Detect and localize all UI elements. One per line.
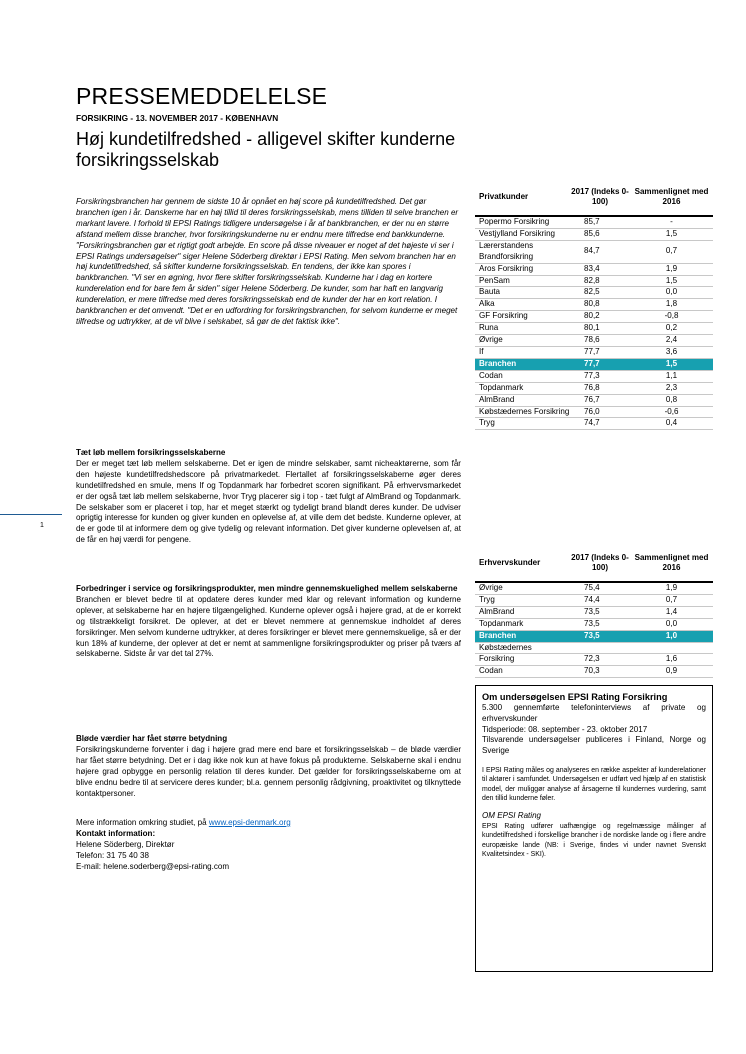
table-row	[475, 358, 713, 370]
row-value-2017: 77,7	[570, 358, 630, 370]
survey-info-box	[475, 685, 713, 972]
row-value-compare: 0,7	[630, 594, 713, 606]
row-value-compare: 1,9	[630, 263, 713, 275]
row-value-compare: 1,5	[630, 275, 713, 287]
epsi-website-link[interactable]: www.epsi-denmark.org	[208, 818, 291, 827]
row-name: Codan	[475, 666, 570, 678]
row-value-compare: 2,4	[630, 335, 713, 347]
table-row	[475, 240, 713, 263]
row-value-compare: 1,0	[630, 630, 713, 642]
row-value-compare: 1,9	[630, 582, 713, 594]
row-name: Bauta	[475, 287, 570, 299]
page-heading: PRESSEMEDDELELSE	[76, 83, 328, 109]
table-row	[475, 642, 713, 654]
section-body: Der er meget tæt løb mellem selskaberne. Det er igen de mindre selskaber, samt nicheaktørerne, som får den højeste kundetilfredshedscore på privatmarkedet. Flertallet af forsikringsselskaberne øger deres kundetilfredshed en smule, mens If og Topdanmark har forbedret scoren signifikant. På erhvervsmarkedet er der også tæt løb mellem selskaberne, hvor Tryg placerer sig i top - tæt fulgt af AlmBrand og Topdanmark. De selskaber som er placeret i top, har et meget stærkt og tydeligt brand blandt deres kunder. De udviser oprigtig interesse for kunden og giver kunden en oplevelse af, at ville dem det bedste. Kunderne oplever, at de er gode til at informere dem og give tydelig og relevant information. Det giver kunderne oplevelsen af, at de får en høj værdi for pengene.	[76, 458, 461, 545]
col-header-compare: Sammenlignet med 2016	[634, 553, 709, 572]
table-row	[475, 370, 713, 382]
row-value-compare: 0,8	[630, 394, 713, 406]
row-value-compare: 0,4	[630, 418, 713, 430]
business-customers-table	[475, 544, 713, 678]
page-margin-line	[0, 514, 62, 515]
row-value-2017: 74,7	[570, 418, 630, 430]
row-name: AlmBrand	[475, 606, 570, 618]
row-name: Lærerstandens Brandforsikring	[475, 240, 570, 263]
row-value-2017: 80,1	[570, 323, 630, 335]
table-row	[475, 630, 713, 642]
section-title: Bløde værdier har fået større betydning	[76, 734, 228, 743]
row-name: Aros Forsikring	[475, 263, 570, 275]
row-value-2017: 70,3	[570, 666, 630, 678]
section-soft-values	[76, 734, 461, 799]
col-header-label: Privatkunder	[479, 191, 529, 201]
row-value-2017: 82,5	[570, 287, 630, 299]
row-value-2017: 72,3	[570, 654, 630, 666]
row-value-2017: 82,8	[570, 275, 630, 287]
col-header-2017: 2017 (Indeks 0-100)	[571, 553, 629, 572]
section-title: Tæt løb mellem forsikringsselskaberne	[76, 448, 226, 457]
row-name: Vestjylland Forsikring	[475, 228, 570, 240]
row-value-2017: 76,7	[570, 394, 630, 406]
row-name: Topdanmark	[475, 382, 570, 394]
row-value-compare: 0,9	[630, 666, 713, 678]
row-value-compare: 1,1	[630, 370, 713, 382]
more-info-line	[76, 818, 461, 829]
row-value-compare: 1,5	[630, 358, 713, 370]
dateline: FORSIKRING - 13. NOVEMBER 2017 - KØBENHAVN	[76, 113, 279, 123]
table-row	[475, 228, 713, 240]
row-name: Tryg	[475, 418, 570, 430]
contact-name: Helene Söderberg, Direktør	[76, 839, 175, 849]
table-row	[475, 299, 713, 311]
section-improvements	[76, 584, 461, 660]
row-value-2017: 78,6	[570, 335, 630, 347]
row-value-compare: 2,3	[630, 382, 713, 394]
row-value-2017: 75,4	[570, 582, 630, 594]
more-info-text: Mere information omkring studiet, på	[76, 818, 209, 827]
contact-email: E-mail: helene.soderberg@epsi-rating.com	[76, 861, 230, 871]
table-row	[475, 594, 713, 606]
table-row	[475, 263, 713, 275]
contact-block	[76, 818, 461, 873]
row-name: PenSam	[475, 275, 570, 287]
table-row	[475, 418, 713, 430]
table-row	[475, 382, 713, 394]
row-value-2017: 76,0	[570, 406, 630, 418]
table-row	[475, 216, 713, 228]
table-row	[475, 311, 713, 323]
row-name: If	[475, 346, 570, 358]
row-value-2017: 85,6	[570, 228, 630, 240]
row-value-compare: 1,8	[630, 299, 713, 311]
row-name: Runa	[475, 323, 570, 335]
row-value-compare: 0,2	[630, 323, 713, 335]
table-row	[475, 406, 713, 418]
table-header-row	[475, 544, 713, 582]
infobox-method: I EPSI Rating måles og analyseres en række aspekter af kunderelationer til aktører i samfundet. Undersøgelsen er udført ved hjælp af en statistisk model, der muliggør analyse af årsagerne til kundernes vurdering, samt den tillid kunderne føler.	[482, 766, 706, 802]
row-name: Alka	[475, 299, 570, 311]
row-name: Branchen	[475, 358, 570, 370]
contact-phone: Telefon: 31 75 40 38	[76, 850, 149, 860]
table-row	[475, 582, 713, 594]
row-value-2017: 76,8	[570, 382, 630, 394]
row-value-compare: -	[630, 216, 713, 228]
row-value-compare: 0,0	[630, 287, 713, 299]
table-row	[475, 323, 713, 335]
section-body: Branchen er blevet bedre til at opdatere deres kunder med klar og relevant information og kunderne oplever, at selskaberne har en højere tilgængelighed. Kunderne oplever også i højere grad, at de er korrekt og tilstrækkeligt forsikret. De oplever, at det er blevet nemmere at gennemskue indholdet af deres forsikringer. Men selvom kunderne udtrykker, at deres forsikringer er blevet mere gennemskuelige, så er der kun 18% af kunderne, der oplever at det er nemt at sammenligne forsikringsprodukter og priser på tværs af selskaberne. Sidste år var det tal 27%.	[76, 594, 461, 659]
col-header-2017: 2017 (Indeks 0-100)	[571, 187, 629, 206]
row-value-compare: 3,6	[630, 346, 713, 358]
infobox-about-title: OM EPSI Rating	[482, 811, 542, 821]
row-value-compare	[630, 642, 713, 654]
row-value-compare: 0,7	[630, 240, 713, 263]
row-value-2017: 85,7	[570, 216, 630, 228]
section-title: Forbedringer i service og forsikringsprodukter, men mindre gennemskuelighed mellem selskaberne	[76, 584, 458, 593]
row-name: Købstædernes	[475, 642, 570, 654]
contact-heading: Kontakt information:	[76, 828, 156, 838]
table-row	[475, 394, 713, 406]
table-row	[475, 287, 713, 299]
row-value-2017: 84,7	[570, 240, 630, 263]
row-value-2017: 73,5	[570, 618, 630, 630]
row-name: Øvrige	[475, 582, 570, 594]
row-value-compare: 1,5	[630, 228, 713, 240]
row-value-2017: 80,2	[570, 311, 630, 323]
table-row	[475, 618, 713, 630]
col-header-label: Erhvervskunder	[479, 557, 541, 567]
table-row	[475, 275, 713, 287]
row-value-compare: 1,6	[630, 654, 713, 666]
row-value-compare: -0,6	[630, 406, 713, 418]
row-name: Forsikring	[475, 654, 570, 666]
row-value-2017: 73,5	[570, 630, 630, 642]
col-header-compare: Sammenlignet med 2016	[634, 187, 709, 206]
row-name: Codan	[475, 370, 570, 382]
row-value-compare: 1,4	[630, 606, 713, 618]
row-name: Tryg	[475, 594, 570, 606]
row-value-compare: -0,8	[630, 311, 713, 323]
infobox-countries: Tilsvarende undersøgelser publiceres i Finland, Norge og Sverige	[482, 735, 706, 756]
row-value-2017: 83,4	[570, 263, 630, 275]
row-name: Popermo Forsikring	[475, 216, 570, 228]
table-row	[475, 606, 713, 618]
infobox-period: Tidsperiode: 08. september - 23. oktober 2017	[482, 724, 648, 734]
row-value-compare: 0,0	[630, 618, 713, 630]
page-subtitle: Høj kundetilfredshed - alligevel skifter kunderne forsikringsselskab	[76, 129, 456, 170]
intro-paragraph: Forsikringsbranchen har gennem de sidste 10 år opnået en høj score på kundetilfredshed. Det gør branchen igen i år. Danskerne har en høj tillid til deres forsikringsselskab, mens tilliden til selve branchen er markant lavere. I forhold til EPSI Ratings tidligere undersøgelse i år af bankbranchen, er der nu en større afstand mellem disse brancher, hvor forsikringskunderne nu er endnu mere tilfredse end bankkunderne. "Forsikringsbranchen gør et rigtigt godt arbejde. En score på disse niveauer er noget af det højeste vi ser i EPSI Ratings undersøgelser" siger Helene Söderberg direktør i EPSI Rating. Men selvom branchen har en høj kundetilfredshed, så skifter kunderne forsikringsselskab. En tendens, der ikke kan spores i bankbranchen. "Vi ser en øgning, hvor flere skifter forsikringsselskab. Kunderne har i dag en kortere kunderelation end for bare fem år siden" siger Helene Söderberg. De kunder, som har haft en langvarig kunderelation, er mere tilfredse med deres forsikringsselskab end de kunder der har en kort relation. I bankbranchen er det omvendt. "Det er en udfordring for forsikringsbranchen, for selvom kunderne er meget tilfredse og udtrykker, at de vil blive i selskabet, så gør de det faktisk ikke".	[76, 197, 459, 326]
row-value-2017: 80,8	[570, 299, 630, 311]
row-name: Købstædernes Forsikring	[475, 406, 570, 418]
row-value-2017	[570, 642, 630, 654]
row-name: AlmBrand	[475, 394, 570, 406]
row-name: GF Forsikring	[475, 311, 570, 323]
table-row	[475, 654, 713, 666]
page-number: 1	[40, 522, 44, 529]
table-row	[475, 666, 713, 678]
row-value-2017: 74,4	[570, 594, 630, 606]
infobox-about: EPSI Rating udfører uafhængige og regelmæssige målinger af kundetilfredshed i forskellige brancher i de nordiske lande og i flere andre europæiske lande (NB: i Sverige, findes vi under navnet Svenskt Kvalitetsindex - SKI).	[482, 822, 706, 858]
row-value-2017: 77,7	[570, 346, 630, 358]
row-name: Øvrige	[475, 335, 570, 347]
section-close-race	[76, 448, 461, 546]
row-value-2017: 77,3	[570, 370, 630, 382]
row-name: Topdanmark	[475, 618, 570, 630]
infobox-title: Om undersøgelsen EPSI Rating Forsikring	[482, 692, 668, 702]
table-row	[475, 346, 713, 358]
row-value-2017: 73,5	[570, 606, 630, 618]
row-name: Branchen	[475, 630, 570, 642]
table-header-row	[475, 178, 713, 216]
section-body: Forsikringskunderne forventer i dag i højere grad mere end bare et forsikringsselskab – de bløde værdier har fået større betydning. Det er i dag ikke nok kun at have fokus på produkterne. Selskaberne skal i endnu højere grad opbygge en personlig relation til deres kunder. Det gælder for forsikringsselskaberne om at blive endnu bedre til at servicere deres kunder; bl.a. gennem personlig rådgivning, proaktivitet og tilknyttede kontaktpersoner.	[76, 744, 461, 798]
infobox-interviews: 5.300 gennemførte telefoninterviews af private og erhvervskunder	[482, 703, 706, 723]
table-row	[475, 335, 713, 347]
private-customers-table	[475, 178, 713, 430]
